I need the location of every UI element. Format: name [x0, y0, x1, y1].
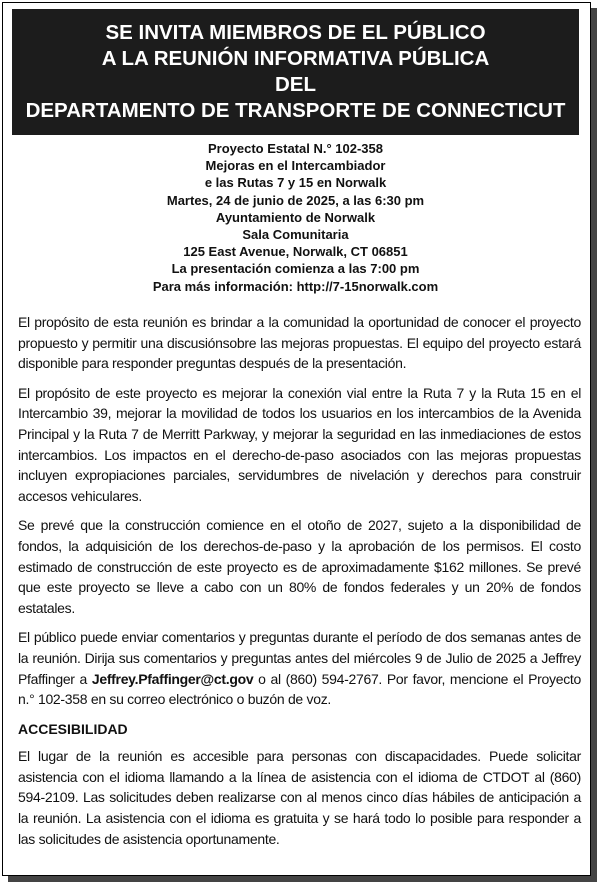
more-info-link[interactable]: Para más información: http://7-15norwalk.com: [152, 278, 439, 294]
banner-line-3: DEL: [275, 73, 316, 96]
notice-banner: [12, 9, 579, 135]
presentation-time: La presentación comienza a las 7:00 pm: [171, 261, 420, 277]
project-title-line-2: e las Rutas 7 y 15 en Norwalk: [204, 175, 387, 191]
contact-email-link[interactable]: Jeffrey.Pfaffinger@ct.gov: [91, 670, 254, 687]
purpose-paragraph: El propósito de esta reunión es brindar a la comunidad la oportunidad de conocer el proyecto propuesto y permitir una discusiónsobre las mejoras propuestas. El equipo del proyecto estará disponible para responder preguntas después de la presentación.: [18, 314, 581, 372]
meeting-date: Martes, 24 de junio de 2025, a las 6:30 pm: [166, 192, 425, 208]
banner-line-2: A LA REUNIÓN INFORMATIVA PÚBLICA: [101, 47, 490, 70]
frame-shadow-right: [591, 8, 597, 882]
project-title-line-1: Mejoras en el Intercambiador: [205, 158, 386, 174]
meeting-address: 125 East Avenue, Norwalk, CT 06851: [183, 244, 408, 260]
frame-shadow-bottom: [8, 876, 597, 882]
construction-paragraph: Se prevé que la construcción comience en el otoño de 2027, sujeto a la disponibilidad de fondos, la adquisición de los derechos-de-paso y la aprobación de los permisos. El costo estimado de construcción de este proyecto es de aproximadamente $162 millones. Se prevé que este proyecto se lleve a cabo con un 80% de fondos federales y un 20% de fondos estatales.: [18, 517, 581, 616]
meeting-details: [12, 140, 579, 295]
accessibility-heading: ACCESIBILIDAD: [18, 720, 128, 737]
banner-line-4: DEPARTAMENTO DE TRANSPORTE DE CONNECTICUT: [25, 99, 566, 122]
comments-text-before: El público puede enviar comentarios y preguntas durante el período de dos semanas antes de la reunión. Dirija sus comentarios y preguntas antes del miércoles 9 de Julio de 2025 a Jeffrey Pfaffinger a: [18, 629, 581, 687]
accessibility-paragraph: El lugar de la reunión es accesible para personas con discapacidades. Puede solicitar asistencia con el idioma llamando a la línea de asistencia con el idioma de CTDOT al (860) 594-2109. Las solicitudes deben realizarse con al menos cinco días hábiles de anticipación a la reunión. La asistencia con el idioma es gratuita y se hará todo lo posible para responder a las solicitudes de asistencia oportunamente.: [18, 748, 581, 847]
comments-paragraph: [18, 627, 581, 709]
project-number: Proyecto Estatal N.° 102-358: [207, 141, 383, 156]
meeting-venue: Ayuntamiento de Norwalk: [215, 209, 376, 225]
meeting-room: Sala Comunitaria: [242, 227, 349, 243]
banner-line-1: SE INVITA MIEMBROS DE EL PÚBLICO: [105, 21, 486, 44]
comments-text-after: o al (860) 594-2767. Por favor, mencione el Proyecto n.° 102-358 en su correo electrónico o buzón de voz.: [18, 670, 581, 708]
project-purpose-paragraph: El propósito de este proyecto es mejorar la conexión vial entre la Ruta 7 y la Ruta 15 en el Intercambio 39, mejorar la movilidad de todos los usuarios en los intercambios de la Avenida Principal y la Ruta 7 de Merritt Parkway, y mejorar la seguridad en las inmediaciones de estos intercambios. Los impactos en el derecho-de-paso asociados con las mejoras propuestas incluyen expropiaciones parciales, servidumbres de nivelación y derechos para construir accesos vehiculares.: [18, 384, 581, 504]
notice-body: [18, 312, 581, 858]
